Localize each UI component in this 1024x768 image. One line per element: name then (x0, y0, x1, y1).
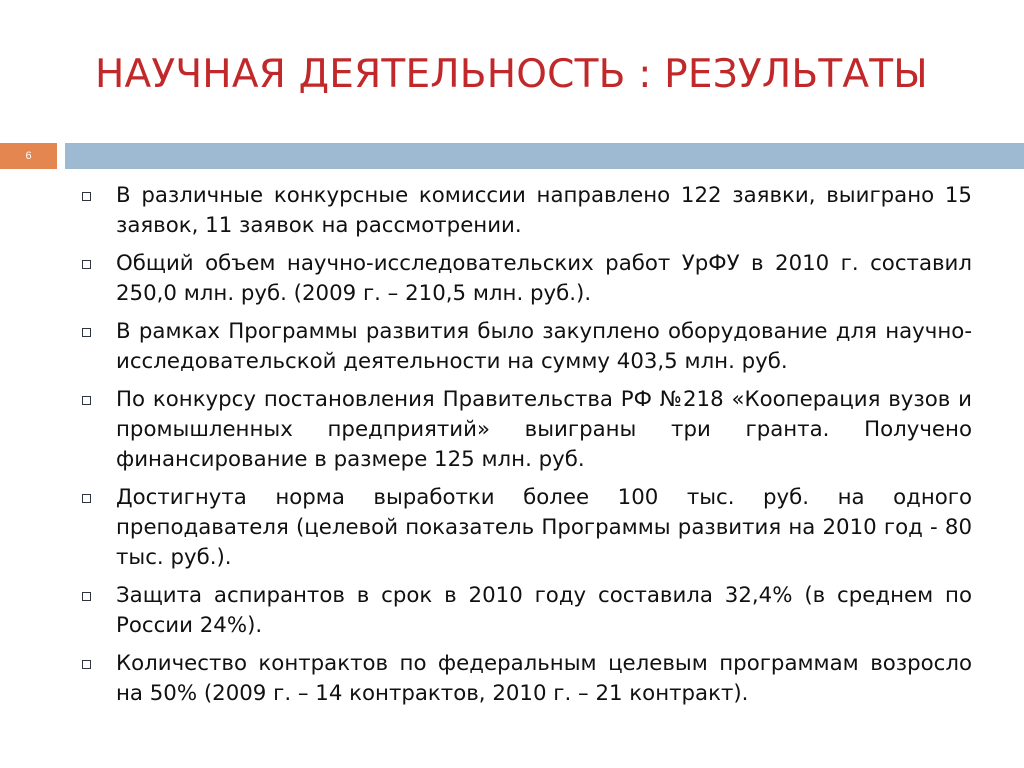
square-bullet-icon (82, 396, 91, 405)
list-item-text: Защита аспирантов в срок в 2010 году составила 32,4% (в среднем по России 24%). (116, 583, 972, 638)
bullet-list (78, 181, 972, 717)
list-item-text: Количество контрактов по федеральным целевым программам возросло на 50% (2009 г. – 14 контрактов, 2010 г. – 21 контракт). (116, 651, 972, 706)
header-bar (65, 143, 1024, 169)
list-item (78, 181, 972, 241)
square-bullet-icon (82, 192, 91, 201)
list-item (78, 385, 972, 475)
slide-number-box (0, 143, 57, 169)
list-item-text: Общий объем научно-исследовательских работ УрФУ в 2010 г. составил 250,0 млн. руб. (2009 г. – 210,5 млн. руб.). (116, 251, 972, 306)
square-bullet-icon (82, 328, 91, 337)
list-item (78, 483, 972, 573)
slide-number: 6 (25, 150, 32, 162)
list-item (78, 581, 972, 641)
square-bullet-icon (82, 260, 91, 269)
square-bullet-icon (82, 494, 91, 503)
list-item-text: По конкурсу постановления Правительства РФ №218 «Кооперация вузов и промышленных предприятий» выиграны три гранта. Получено финансирование в размере 125 млн. руб. (116, 387, 972, 472)
list-item (78, 317, 972, 377)
square-bullet-icon (82, 592, 91, 601)
slide-title: НАУЧНАЯ ДЕЯТЕЛЬНОСТЬ : РЕЗУЛЬТАТЫ (95, 52, 928, 97)
list-item-text: В различные конкурсные комиссии направлено 122 заявки, выиграно 15 заявок, 11 заявок на рассмотрении. (116, 183, 972, 238)
list-item (78, 649, 972, 709)
square-bullet-icon (82, 660, 91, 669)
list-item (78, 249, 972, 309)
list-item-text: Достигнута норма выработки более 100 тыс. руб. на одного преподавателя (целевой показатель Программы развития на 2010 год - 80 тыс. руб.). (116, 485, 972, 570)
list-item-text: В рамках Программы развития было закуплено оборудование для научно-исследовательской деятельности на сумму 403,5 млн. руб. (116, 319, 972, 374)
